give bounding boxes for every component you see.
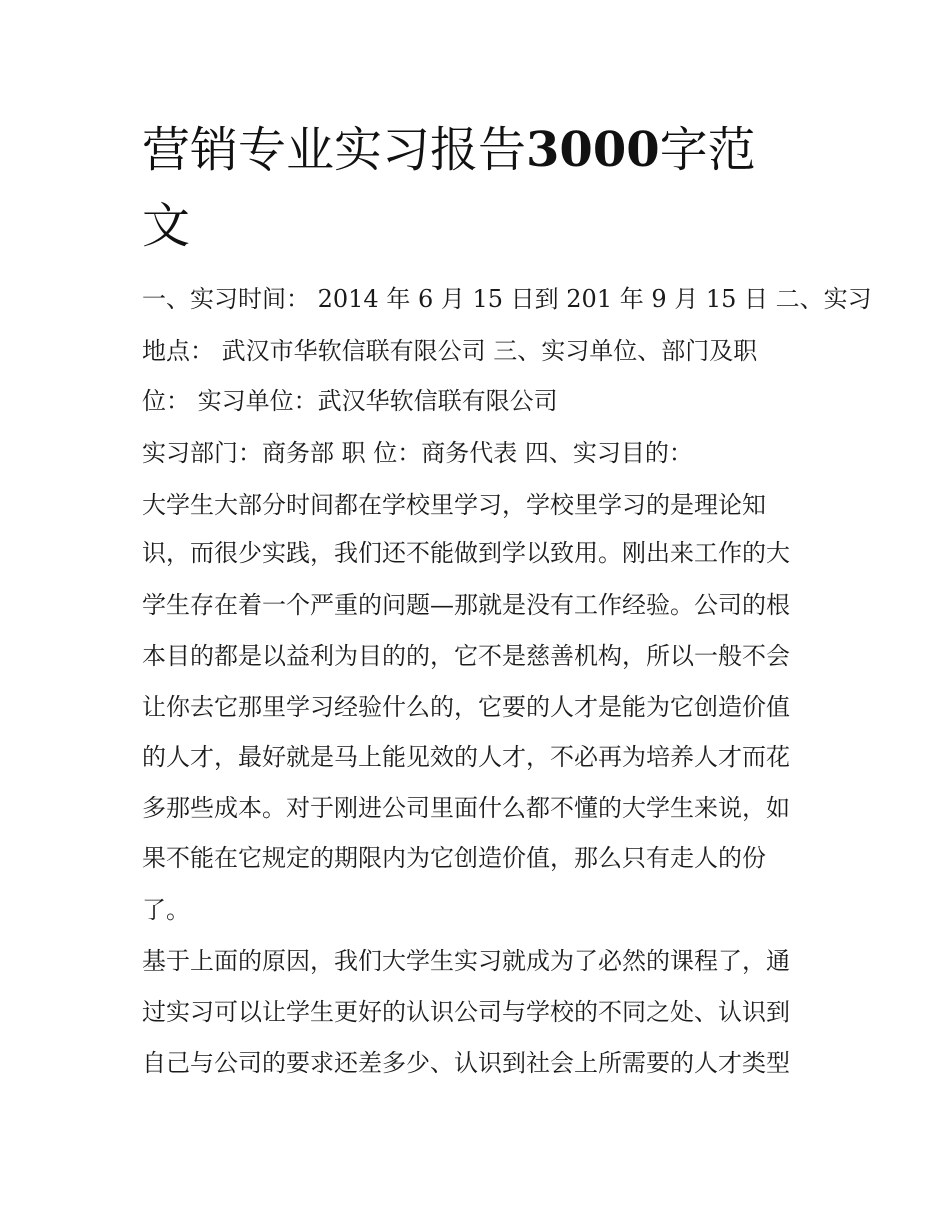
title-number: 3000 [526, 122, 660, 178]
paragraph-line: 了。 [142, 896, 190, 924]
paragraph-line: 本目的都是以益利为目的的，它不是慈善机构，所以一般不会 [142, 642, 790, 670]
paragraph-line: 位： 实习单位：武汉华软信联有限公司 [142, 387, 558, 415]
paragraph-line: 让你去它那里学习经验什么的，它要的人才是能为它创造价值 [142, 693, 790, 721]
paragraph-line: 识，而很少实践，我们还不能做到学以致用。刚出来工作的大 [142, 539, 790, 567]
paragraph-line: 的人才，最好就是马上能见效的人才，不必再为培养人才而花 [142, 743, 790, 771]
paragraph-line: 地点： 武汉市华软信联有限公司 三、实习单位、部门及职 [142, 337, 758, 365]
title-text-2: 字范 [659, 122, 756, 178]
paragraph-line: 基于上面的原因，我们大学生实习就成为了必然的课程了，通 [142, 947, 790, 975]
paragraph-line: 一、实习时间： 2014 年 6 月 15 日到 201 年 9 月 15 日 二、实习 [142, 285, 872, 313]
document-title [142, 112, 822, 264]
title-text-1: 营销专业实习报告 [142, 122, 527, 178]
paragraph-line: 过实习可以让学生更好的认识公司与学校的不同之处、认识到 [142, 998, 790, 1026]
title-text-3: 文 [142, 198, 191, 254]
paragraph-line: 自己与公司的要求还差多少、认识到社会上所需要的人才类型 [142, 1049, 790, 1077]
paragraph-line: 多那些成本。对于刚进公司里面什么都不懂的大学生来说，如 [142, 794, 790, 822]
paragraph-line: 大学生大部分时间都在学校里学习，学校里学习的是理论知 [142, 491, 766, 519]
paragraph-line: 果不能在它规定的期限内为它创造价值，那么只有走人的份 [142, 844, 766, 872]
paragraph-line: 实习部门：商务部 职 位：商务代表 四、实习目的： [142, 439, 693, 467]
paragraph-line: 学生存在着一个严重的问题—那就是没有工作经验。公司的根 [142, 591, 790, 619]
